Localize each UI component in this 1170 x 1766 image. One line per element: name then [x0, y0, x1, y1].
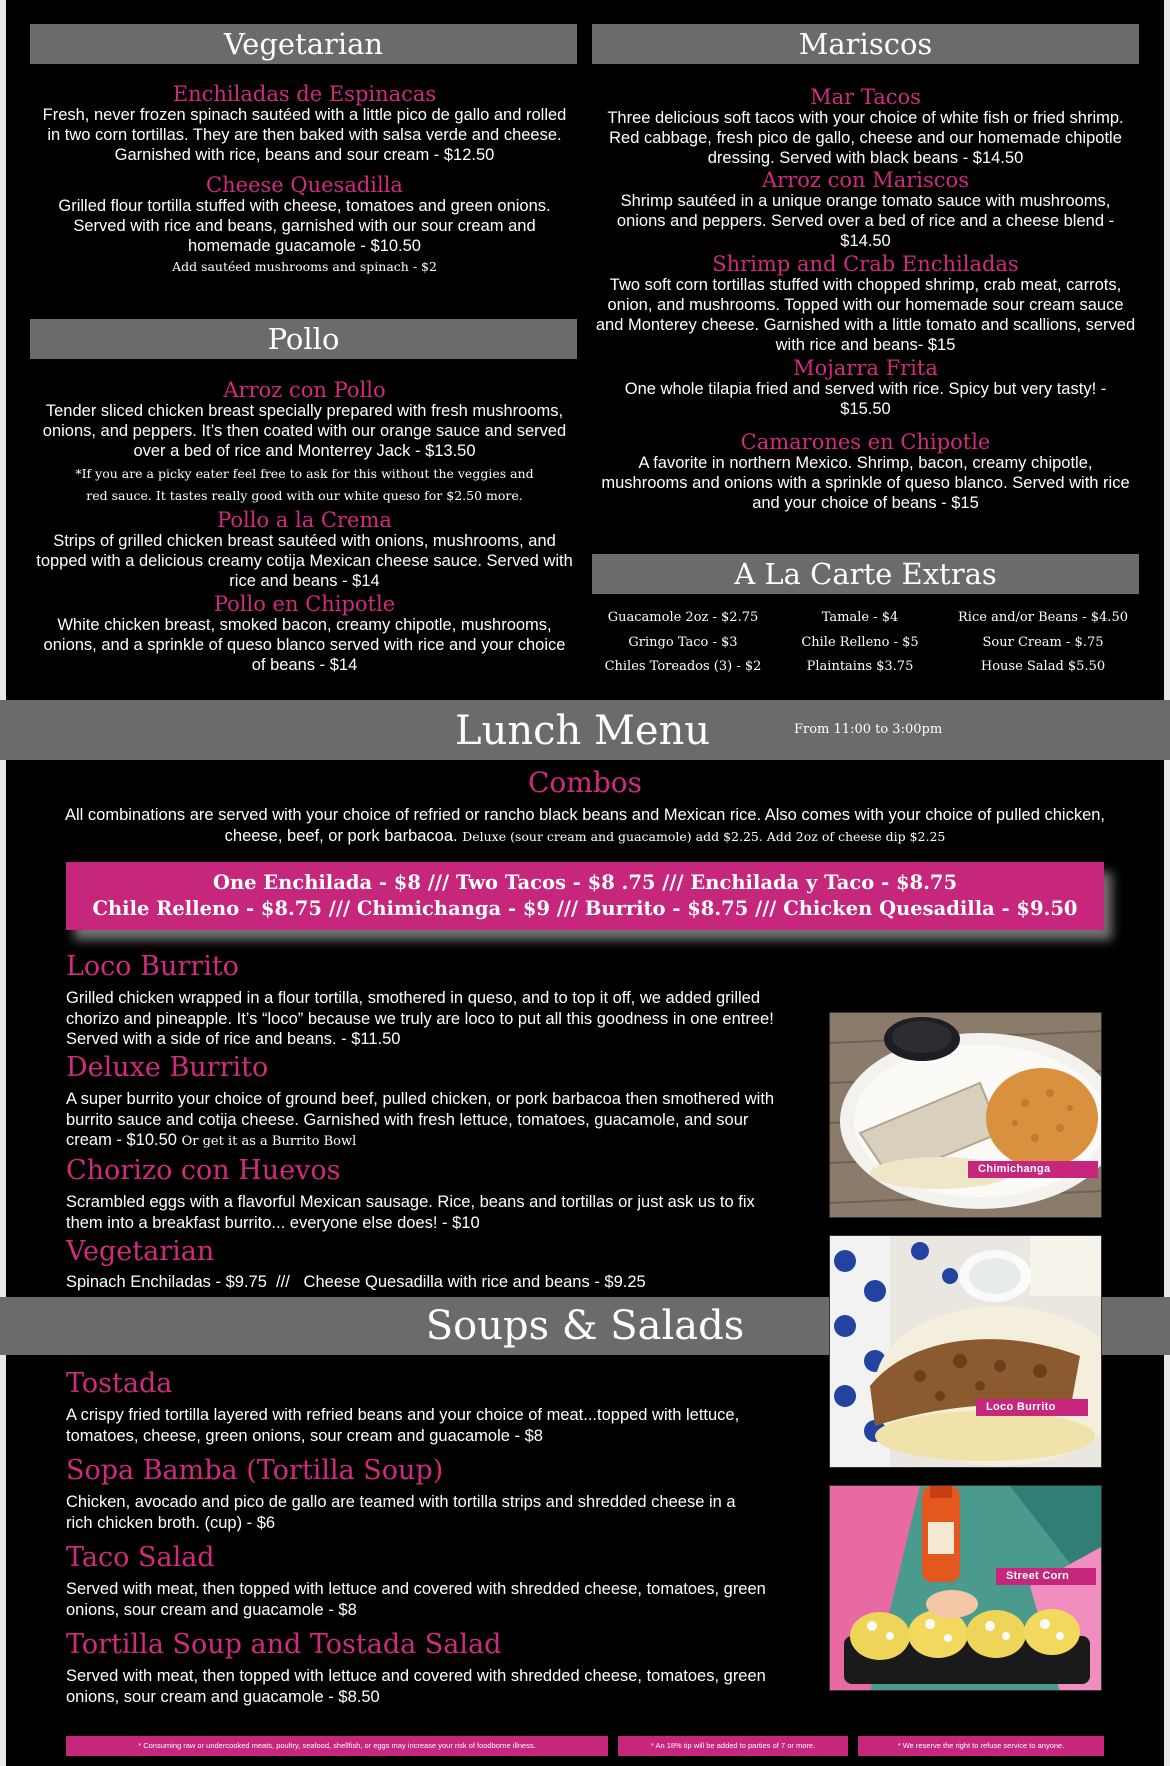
menu-item-desc: A favorite in northern Mexico. Shrimp, bacon, creamy chipotle, mushrooms and onions with a sprinkle of queso blanco. Served with rice and your choice of beans - $15 [601, 454, 1130, 512]
lunch-item-title: Chorizo con Huevos [66, 1155, 341, 1186]
section-header-pollo: Pollo [30, 319, 577, 359]
pollo-list [32, 379, 577, 675]
menu-item-note: Add sautéed mushrooms and spinach - $2 [172, 259, 437, 274]
section-header-mariscos: Mariscos [592, 24, 1139, 64]
menu-item-desc: White chicken breast, smoked bacon, creamy chipotle, mushrooms, onions, and a sprinkle of queso blanco served with rice and your choice of beans - $14 [43, 616, 566, 674]
soup-item-title: Tostada [66, 1368, 173, 1399]
chimichanga-image [830, 1013, 1102, 1218]
menu-item-desc: Fresh, never frozen spinach sautéed with a little pico de gallo and rolled in two corn tortillas. They are then baked with salsa verde and cheese. Garnished with rice, beans and sour cream - $12.50 [42, 106, 567, 164]
combos-price-box [66, 862, 1104, 930]
soups-title: Soups & Salads [425, 1303, 745, 1349]
lunch-hours: From 11:00 to 3:00pm [794, 722, 943, 737]
menu-item-desc: Three delicious soft tacos with your choice of white fish or fried shrimp. Red cabbage, fresh pico de gallo, cheese and our homemade chipotle dressing. Served with black beans - $14.50 [607, 109, 1124, 167]
extras-item: Rice and/or Beans - $4.50 [958, 610, 1128, 625]
photo-caption: Street Corn [996, 1568, 1096, 1585]
extras-item: Plaintains $3.75 [806, 659, 914, 674]
photo-caption: Chimichanga [968, 1161, 1098, 1178]
footer-notice: * An 18% tip will be added to parties of 7 or more. [618, 1736, 848, 1756]
lunch-item-desc-text: A super burrito your choice of ground beef, pulled chicken, or pork barbacoa then smothered with burrito sauce and cotija cheese. Garnished with fresh lettuce, tomatoes, guacamole, and sour cream - $10.50 [66, 1090, 775, 1149]
combo-line: Chile Relleno - $8.75 /// Chimichanga - $9 /// Burrito - $8.75 /// Chicken Quesadilla - $9.50 [92, 897, 1078, 920]
loco-burrito-photo [829, 1235, 1102, 1468]
menu-item-title: Arroz con Mariscos [762, 168, 969, 192]
menu-item-title: Shrimp and Crab Enchiladas [712, 252, 1019, 276]
menu-item-desc: Strips of grilled chicken breast sautéed with onions, mushrooms, and topped with a delicious creamy cotija Mexican cheese sauce. Served with rice and beans - $14 [36, 532, 573, 590]
menu-item-title: Camarones en Chipotle [740, 430, 991, 454]
menu-item-title: Pollo a la Crema [217, 508, 392, 532]
extras-item: Chiles Toreados (3) - $2 [604, 659, 762, 674]
menu-item-title: Cheese Quesadilla [206, 173, 403, 197]
extras-item: Gringo Taco - $3 [628, 634, 738, 650]
mariscos-list [592, 86, 1139, 513]
left-border [0, 0, 6, 1766]
extras-item: House Salad $5.50 [980, 659, 1106, 674]
combo-line: One Enchilada - $8 /// Two Tacos - $8 .75 /// Enchilada y Taco - $8.75 [212, 871, 958, 894]
extras-item: Chile Relleno - $5 [801, 634, 919, 650]
combos-desc-text: All combinations are served with your choice of refried or rancho black beans and Mexican rice. Also comes with your choice of pulled chicken, cheese, beef, or pork barbacoa. [64, 806, 1105, 845]
extras-item: Sour Cream - $.75 [982, 634, 1104, 650]
extras-row [592, 631, 1140, 656]
lunch-item-note: Or get it as a Burrito Bowl [181, 1134, 357, 1149]
lunch-menu-title: Lunch Menu [455, 708, 711, 754]
combos-title: Combos [528, 766, 642, 799]
soup-item-desc: A crispy fried tortilla layered with refried beans and your choice of meat...topped with lettuce, tomatoes, cheese, green onions, sour cream and guacamole - $8 [66, 1406, 740, 1445]
section-header-vegetarian: Vegetarian [30, 24, 577, 64]
section-header-extras: A La Carte Extras [592, 554, 1139, 594]
right-border [1164, 0, 1170, 1766]
chimichanga-photo [829, 1012, 1102, 1218]
combos-desc [58, 805, 1112, 847]
footer-notice: * We reserve the right to refuse service to anyone. [858, 1736, 1104, 1756]
vegetarian-list [32, 83, 577, 278]
menu-item-desc: One whole tilapia fried and served with rice. Spicy but very tasty! - $15.50 [624, 380, 1107, 418]
menu-item-desc: Grilled flour tortilla stuffed with cheese, tomatoes and green onions. Served with rice and beans, garnished with our sour cream and homemade guacamole - $10.50 [58, 197, 551, 255]
menu-item-desc: Two soft corn tortillas stuffed with chopped shrimp, crab meat, carrots, onion, and mushrooms. Topped with our homemade sour cream sauce and Monterey cheese. Garnished with a little tomato and scallions, served with rice and beans- $15 [595, 276, 1136, 354]
extras-row [592, 655, 1140, 680]
extras-row [592, 606, 1140, 631]
menu-item-note: *If you are a picky eater feel free to ask for this without the veggies and red sauce. It tastes really good with our white queso for $2.50 more. [75, 466, 534, 503]
combos-desc-note: Deluxe (sour cream and guacamole) add $2.25. Add 2oz of cheese dip $2.25 [462, 829, 946, 844]
extras-item: Tamale - $4 [821, 610, 899, 625]
soup-item-title: Tortilla Soup and Tostada Salad [66, 1629, 502, 1660]
photo-caption: Loco Burrito [976, 1399, 1088, 1416]
menu-item-desc: Tender sliced chicken breast specially prepared with fresh mushrooms, onions, and peppers. It’s then coated with our orange sauce and served over a bed of rice and Monterrey Jack - $13.50 [42, 402, 567, 460]
lunch-item-title: Loco Burrito [66, 951, 239, 982]
lunch-item-desc: Scrambled eggs with a flavorful Mexican sausage. Rice, beans and tortillas or just ask us to fix them into a breakfast burrito... everyone else does! - $10 [66, 1193, 755, 1232]
soup-item-desc: Served with meat, then topped with lettuce and covered with shredded cheese, tomatoes, green onions, sour cream and guacamole - $8.50 [66, 1667, 766, 1706]
menu-item-title: Arroz con Pollo [223, 378, 386, 402]
lunch-item-desc: Grilled chicken wrapped in a flour tortilla, smothered in queso, and to top it off, we added grilled chorizo and pineapple. It’s “loco” because we truly are loco to put all this goodness in one entree! Served with a side of rice and beans. - $11.50 [66, 989, 774, 1048]
soup-item-desc: Served with meat, then topped with lettuce and covered with shredded cheese, tomatoes, green onions, sour cream and guacamole - $8 [66, 1580, 766, 1619]
street-corn-photo [829, 1485, 1102, 1691]
soup-item-desc: Chicken, avocado and pico de gallo are teamed with tortilla strips and shredded cheese in a rich chicken broth. (cup) - $6 [66, 1493, 736, 1532]
soup-item-title: Sopa Bamba (Tortilla Soup) [66, 1455, 444, 1486]
lunch-item-desc: Spinach Enchiladas - $9.75 /// Cheese Quesadilla with rice and beans - $9.25 [66, 1273, 646, 1291]
lunch-item-title: Vegetarian [66, 1236, 215, 1267]
menu-item-title: Mojarra Frita [793, 356, 938, 380]
menu-item-desc: Shrimp sautéed in a unique orange tomato sauce with mushrooms, onions and peppers. Served over a bed of rice and a cheese blend - $14.50 [616, 192, 1115, 250]
soup-item-title: Taco Salad [66, 1542, 215, 1573]
extras-grid [592, 606, 1140, 680]
street-corn-image [830, 1486, 1102, 1691]
menu-item-title: Mar Tacos [810, 85, 921, 109]
lunch-item-desc [66, 1089, 776, 1153]
loco-burrito-image [830, 1236, 1102, 1468]
menu-item-title: Pollo en Chipotle [213, 592, 396, 616]
extras-item: Guacamole 2oz - $2.75 [607, 610, 759, 625]
menu-item-title: Enchiladas de Espinacas [172, 82, 437, 106]
footer-notice: * Consuming raw or undercooked meats, poultry, seafood, shellfish, or eggs may increase your risk of foodborne illness. [66, 1736, 608, 1756]
lunch-item-title: Deluxe Burrito [66, 1052, 269, 1083]
